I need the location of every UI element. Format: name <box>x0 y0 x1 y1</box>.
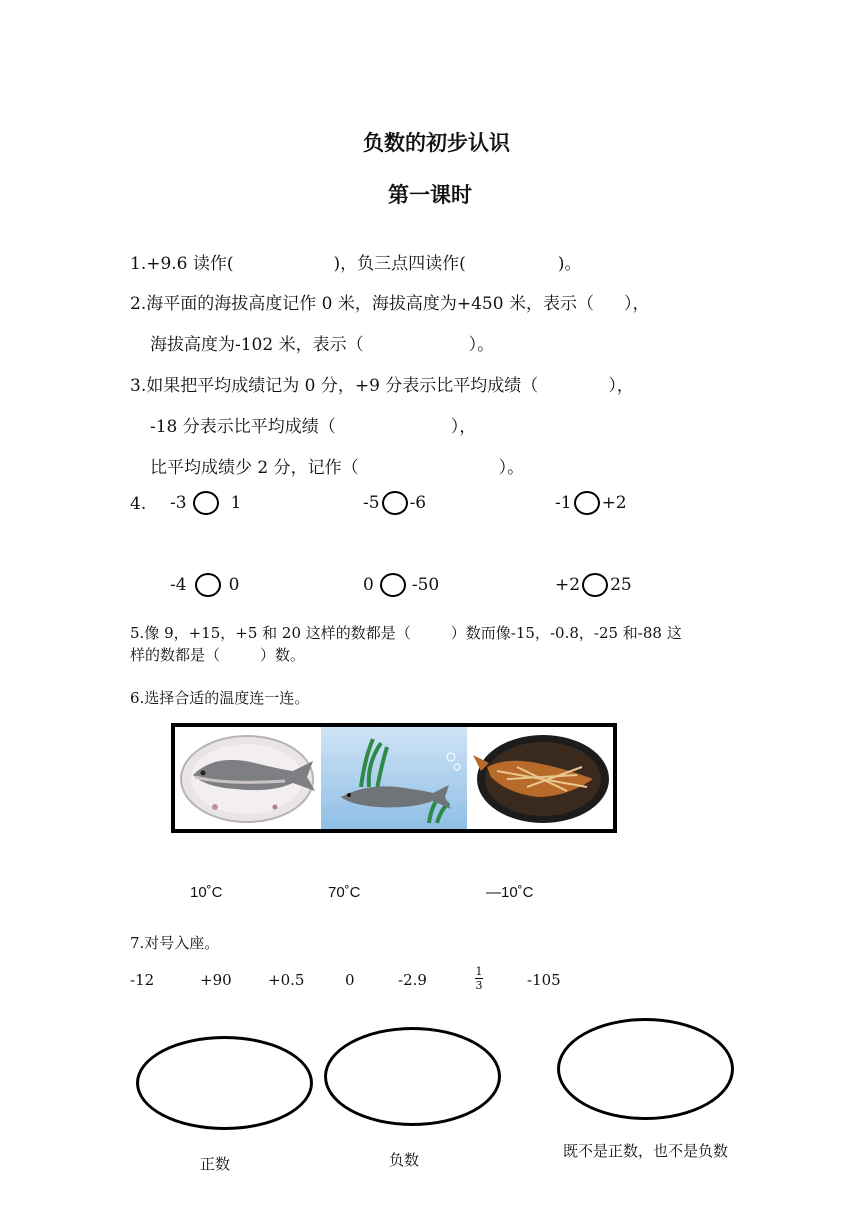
compare-circle[interactable] <box>582 573 608 597</box>
question-7: 7.对号入座。 <box>130 934 220 952</box>
number-item[interactable]: 0 <box>345 971 355 989</box>
category-label: 正数 <box>200 1155 231 1173</box>
compare-item: -4 0 <box>170 575 240 595</box>
question-5: 5.像 9，+15，+5 和 20 这样的数都是（ ）数而像-15，-0.8，-25 和-88 这 <box>130 624 682 642</box>
number-item[interactable]: +0.5 <box>268 971 305 989</box>
question-3-line3: 比平均成绩少 2 分，记作（ ）。 <box>150 458 525 478</box>
page-subtitle: 第一课时 <box>388 183 472 207</box>
cooked-fish-image <box>467 727 613 829</box>
category-label: 负数 <box>389 1151 420 1169</box>
question-6: 6.选择合适的温度连一连。 <box>130 689 310 707</box>
compare-item: -5 -6 <box>363 493 427 513</box>
frozen-fish-image <box>175 727 321 829</box>
compare-circle[interactable] <box>195 573 221 597</box>
question-3: 3.如果把平均成绩记为 0 分，+9 分表示比平均成绩（ ）， <box>130 376 634 396</box>
number-item[interactable]: -2.9 <box>398 971 427 989</box>
fraction-item[interactable]: $\frac{1}{3}$ <box>475 965 483 992</box>
number-item[interactable]: -12 <box>130 971 155 989</box>
question-2-line2: 海拔高度为-102 米，表示（ ）。 <box>150 335 495 355</box>
temp-option[interactable]: —10˚C <box>486 884 534 901</box>
question-1: 1.+9.6 读作( )，负三点四读作( )。 <box>130 254 582 274</box>
compare-item: -3 1 <box>170 493 242 513</box>
question-3-line2: -18 分表示比平均成绩（ ）， <box>150 417 477 437</box>
swimming-fish-image <box>321 727 467 829</box>
neither-ellipse[interactable] <box>557 1018 734 1120</box>
page-title: 负数的初步认识 <box>363 131 510 155</box>
positive-ellipse[interactable] <box>136 1036 313 1130</box>
compare-item: 0 -50 <box>363 575 440 595</box>
compare-circle[interactable] <box>193 491 219 515</box>
number-item[interactable]: -105 <box>527 971 561 989</box>
compare-circle[interactable] <box>380 573 406 597</box>
number-item[interactable]: +90 <box>200 971 232 989</box>
question-4-label: 4. <box>130 494 147 514</box>
negative-ellipse[interactable] <box>324 1027 501 1126</box>
temp-option[interactable]: 10˚C <box>190 884 223 901</box>
compare-circle[interactable] <box>574 491 600 515</box>
category-label: 既不是正数，也不是负数 <box>563 1142 729 1160</box>
compare-item: -1 +2 <box>555 493 627 513</box>
compare-item: +2 25 <box>555 575 632 595</box>
fish-images <box>171 723 617 833</box>
question-5-line2: 样的数都是（ ）数。 <box>130 646 306 664</box>
compare-circle[interactable] <box>382 491 408 515</box>
question-2: 2.海平面的海拔高度记作 0 米，海拔高度为+450 米，表示（ ）， <box>130 294 650 314</box>
temp-option[interactable]: 70˚C <box>328 884 361 901</box>
